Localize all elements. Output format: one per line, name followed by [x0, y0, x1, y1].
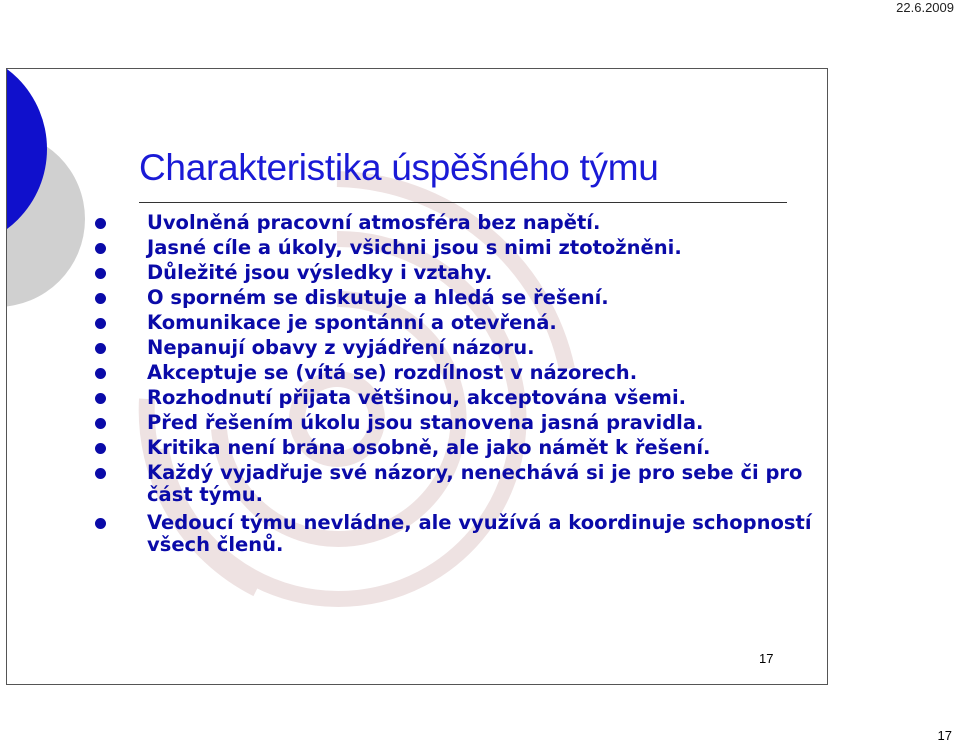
bullet-icon — [95, 243, 106, 254]
list-item — [95, 312, 815, 334]
list-item — [95, 462, 815, 506]
list-item — [95, 512, 815, 556]
list-item — [95, 412, 815, 434]
title-rule — [139, 202, 787, 203]
bullet-text: Nepanují obavy z vyjádření názoru. — [147, 336, 535, 359]
bullet-text: Uvolněná pracovní atmosféra bez napětí. — [147, 211, 601, 234]
list-item — [95, 387, 815, 409]
list-item — [95, 437, 815, 459]
bullet-icon — [95, 268, 106, 279]
list-item — [95, 237, 815, 259]
bullet-list — [95, 212, 815, 562]
slide-title: Charakteristika úspěšného týmu — [139, 147, 659, 188]
bullet-text: O sporném se diskutuje a hledá se řešení. — [147, 286, 609, 309]
bullet-icon — [95, 518, 106, 529]
bullet-icon — [95, 318, 106, 329]
list-item — [95, 287, 815, 309]
bullet-text: Rozhodnutí přijata většinou, akceptována všemi. — [147, 386, 687, 409]
bullet-icon — [95, 393, 106, 404]
bullet-text: Akceptuje se (vítá se) rozdílnost v názorech. — [147, 361, 638, 384]
bullet-icon — [95, 368, 106, 379]
bullet-text: Vedoucí týmu nevládne, ale využívá a koordinuje schopností všech členů. — [147, 511, 812, 556]
page-date: 22.6.2009 — [896, 0, 954, 15]
bullet-text: Každý vyjadřuje své názory, nenechává si je pro sebe či pro část týmu. — [147, 461, 803, 506]
bullet-icon — [95, 418, 106, 429]
slide — [6, 68, 828, 685]
list-item — [95, 337, 815, 359]
bullet-text: Důležité jsou výsledky i vztahy. — [147, 261, 493, 284]
bullet-icon — [95, 468, 106, 479]
bullet-text: Jasné cíle a úkoly, všichni jsou s nimi ztotožněni. — [147, 236, 682, 259]
bullet-text: Před řešením úkolu jsou stanovena jasná pravidla. — [147, 411, 704, 434]
bullet-icon — [95, 293, 106, 304]
page-number: 17 — [937, 728, 952, 743]
list-item — [95, 262, 815, 284]
bullet-text: Kritika není brána osobně, ale jako námět k řešení. — [147, 436, 711, 459]
bullet-icon — [95, 443, 106, 454]
bullet-icon — [95, 218, 106, 229]
bullet-text: Komunikace je spontánní a otevřená. — [147, 311, 557, 334]
list-item — [95, 212, 815, 234]
slide-number: 17 — [759, 651, 774, 666]
list-item — [95, 362, 815, 384]
bullet-icon — [95, 343, 106, 354]
